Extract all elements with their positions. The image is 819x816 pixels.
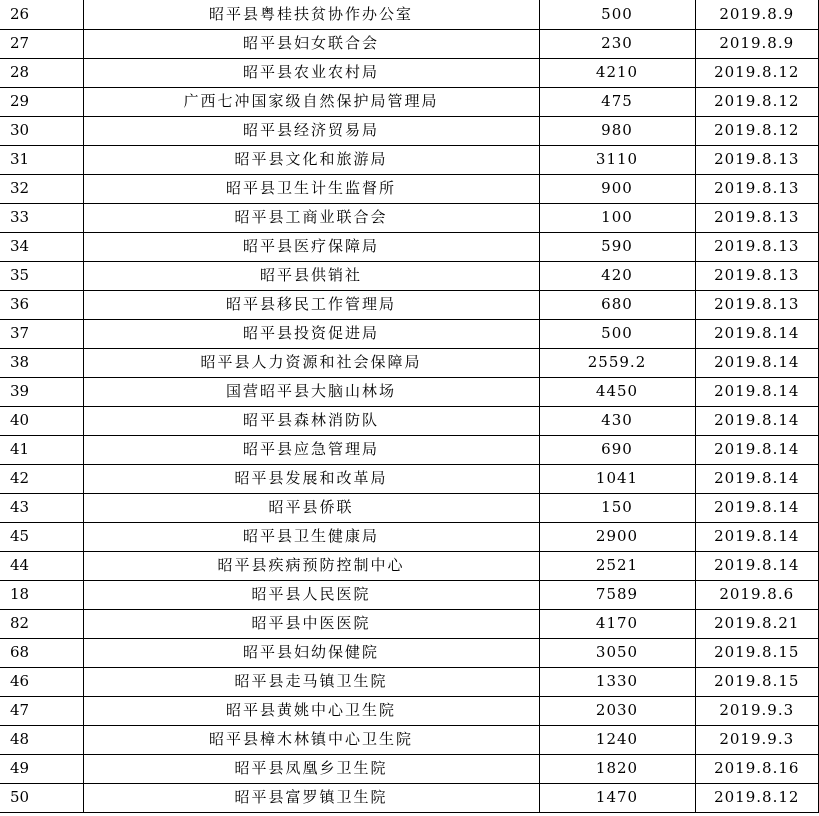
date-cell: 2019.8.14 — [695, 522, 819, 551]
table-row — [0, 609, 819, 638]
row-number-cell: 42 — [0, 464, 83, 493]
table-row — [0, 725, 819, 754]
amount-cell: 1330 — [539, 667, 695, 696]
organization-name-cell: 昭平县黄姚中心卫生院 — [83, 696, 539, 725]
amount-cell: 3050 — [539, 638, 695, 667]
organization-name-cell: 昭平县卫生健康局 — [83, 522, 539, 551]
date-cell: 2019.8.14 — [695, 435, 819, 464]
table-row — [0, 116, 819, 145]
amount-cell: 150 — [539, 493, 695, 522]
row-number-cell: 82 — [0, 609, 83, 638]
organization-name-cell: 昭平县文化和旅游局 — [83, 145, 539, 174]
row-number-cell: 36 — [0, 290, 83, 319]
date-cell: 2019.8.9 — [695, 29, 819, 58]
table-row — [0, 406, 819, 435]
row-number-cell: 28 — [0, 58, 83, 87]
row-number-cell: 30 — [0, 116, 83, 145]
table-row — [0, 464, 819, 493]
organization-name-cell: 昭平县人民医院 — [83, 580, 539, 609]
amount-cell: 590 — [539, 232, 695, 261]
table-row — [0, 290, 819, 319]
organization-name-cell: 昭平县侨联 — [83, 493, 539, 522]
date-cell: 2019.8.14 — [695, 319, 819, 348]
amount-cell: 1470 — [539, 783, 695, 812]
table-row — [0, 87, 819, 116]
organization-name-cell: 昭平县应急管理局 — [83, 435, 539, 464]
table-row — [0, 696, 819, 725]
date-cell: 2019.8.13 — [695, 232, 819, 261]
date-cell: 2019.8.14 — [695, 406, 819, 435]
date-cell: 2019.8.14 — [695, 377, 819, 406]
table-row — [0, 261, 819, 290]
table-row — [0, 174, 819, 203]
row-number-cell: 49 — [0, 754, 83, 783]
date-cell: 2019.8.13 — [695, 261, 819, 290]
amount-cell: 2030 — [539, 696, 695, 725]
amount-cell: 500 — [539, 319, 695, 348]
row-number-cell: 34 — [0, 232, 83, 261]
organization-name-cell: 昭平县富罗镇卫生院 — [83, 783, 539, 812]
table-row — [0, 435, 819, 464]
amount-cell: 680 — [539, 290, 695, 319]
amount-cell: 3110 — [539, 145, 695, 174]
organization-name-cell: 昭平县凤凰乡卫生院 — [83, 754, 539, 783]
table-row — [0, 203, 819, 232]
organization-name-cell: 昭平县走马镇卫生院 — [83, 667, 539, 696]
date-cell: 2019.8.13 — [695, 174, 819, 203]
organization-name-cell: 昭平县经济贸易局 — [83, 116, 539, 145]
date-cell: 2019.8.6 — [695, 580, 819, 609]
organization-name-cell: 昭平县中医医院 — [83, 609, 539, 638]
row-number-cell: 39 — [0, 377, 83, 406]
organization-name-cell: 广西七冲国家级自然保护局管理局 — [83, 87, 539, 116]
row-number-cell: 40 — [0, 406, 83, 435]
row-number-cell: 18 — [0, 580, 83, 609]
row-number-cell: 50 — [0, 783, 83, 812]
organization-name-cell: 昭平县森林消防队 — [83, 406, 539, 435]
row-number-cell: 33 — [0, 203, 83, 232]
organization-name-cell: 昭平县粤桂扶贫协作办公室 — [83, 0, 539, 29]
organization-name-cell: 昭平县妇幼保健院 — [83, 638, 539, 667]
organization-name-cell: 昭平县供销社 — [83, 261, 539, 290]
date-cell: 2019.8.13 — [695, 145, 819, 174]
date-cell: 2019.8.21 — [695, 609, 819, 638]
amount-cell: 230 — [539, 29, 695, 58]
amount-cell: 1820 — [539, 754, 695, 783]
table-row — [0, 377, 819, 406]
organization-name-cell: 昭平县医疗保障局 — [83, 232, 539, 261]
row-number-cell: 32 — [0, 174, 83, 203]
date-cell: 2019.8.14 — [695, 493, 819, 522]
row-number-cell: 43 — [0, 493, 83, 522]
date-cell: 2019.8.13 — [695, 290, 819, 319]
row-number-cell: 38 — [0, 348, 83, 377]
organization-name-cell: 国营昭平县大脑山林场 — [83, 377, 539, 406]
amount-cell: 1240 — [539, 725, 695, 754]
row-number-cell: 31 — [0, 145, 83, 174]
date-cell: 2019.9.3 — [695, 696, 819, 725]
organization-name-cell: 昭平县卫生计生监督所 — [83, 174, 539, 203]
row-number-cell: 46 — [0, 667, 83, 696]
amount-cell: 2559.2 — [539, 348, 695, 377]
organization-name-cell: 昭平县妇女联合会 — [83, 29, 539, 58]
date-cell: 2019.8.14 — [695, 464, 819, 493]
amount-cell: 500 — [539, 0, 695, 29]
date-cell: 2019.8.15 — [695, 638, 819, 667]
row-number-cell: 26 — [0, 0, 83, 29]
table-row — [0, 493, 819, 522]
organization-name-cell: 昭平县工商业联合会 — [83, 203, 539, 232]
organization-name-cell: 昭平县人力资源和社会保障局 — [83, 348, 539, 377]
organization-name-cell: 昭平县移民工作管理局 — [83, 290, 539, 319]
amount-cell: 690 — [539, 435, 695, 464]
table-row — [0, 667, 819, 696]
date-cell: 2019.8.12 — [695, 58, 819, 87]
table-row — [0, 783, 819, 812]
amount-cell: 420 — [539, 261, 695, 290]
organization-name-cell: 昭平县农业农村局 — [83, 58, 539, 87]
row-number-cell: 41 — [0, 435, 83, 464]
row-number-cell: 27 — [0, 29, 83, 58]
amount-cell: 4210 — [539, 58, 695, 87]
amount-cell: 4170 — [539, 609, 695, 638]
amount-cell: 475 — [539, 87, 695, 116]
table-row — [0, 0, 819, 29]
amount-cell: 100 — [539, 203, 695, 232]
date-cell: 2019.8.14 — [695, 551, 819, 580]
row-number-cell: 47 — [0, 696, 83, 725]
row-number-cell: 68 — [0, 638, 83, 667]
row-number-cell: 29 — [0, 87, 83, 116]
organization-name-cell: 昭平县疾病预防控制中心 — [83, 551, 539, 580]
amount-cell: 980 — [539, 116, 695, 145]
organization-name-cell: 昭平县樟木林镇中心卫生院 — [83, 725, 539, 754]
table-row — [0, 319, 819, 348]
amount-cell: 4450 — [539, 377, 695, 406]
amount-cell: 430 — [539, 406, 695, 435]
table-row — [0, 232, 819, 261]
table-row — [0, 580, 819, 609]
table-row — [0, 58, 819, 87]
row-number-cell: 37 — [0, 319, 83, 348]
table-row — [0, 551, 819, 580]
amount-cell: 7589 — [539, 580, 695, 609]
amount-cell: 1041 — [539, 464, 695, 493]
amount-cell: 2521 — [539, 551, 695, 580]
table-row — [0, 522, 819, 551]
date-cell: 2019.8.12 — [695, 783, 819, 812]
row-number-cell: 45 — [0, 522, 83, 551]
table-row — [0, 638, 819, 667]
amount-cell: 900 — [539, 174, 695, 203]
table-row — [0, 754, 819, 783]
table-row — [0, 348, 819, 377]
row-number-cell: 48 — [0, 725, 83, 754]
row-number-cell: 35 — [0, 261, 83, 290]
date-cell: 2019.8.9 — [695, 0, 819, 29]
date-cell: 2019.8.12 — [695, 116, 819, 145]
date-cell: 2019.8.14 — [695, 348, 819, 377]
date-cell: 2019.9.3 — [695, 725, 819, 754]
organization-name-cell: 昭平县投资促进局 — [83, 319, 539, 348]
table-row — [0, 29, 819, 58]
date-cell: 2019.8.13 — [695, 203, 819, 232]
organization-name-cell: 昭平县发展和改革局 — [83, 464, 539, 493]
date-cell: 2019.8.16 — [695, 754, 819, 783]
date-cell: 2019.8.12 — [695, 87, 819, 116]
row-number-cell: 44 — [0, 551, 83, 580]
date-cell: 2019.8.15 — [695, 667, 819, 696]
amount-cell: 2900 — [539, 522, 695, 551]
table-row — [0, 145, 819, 174]
